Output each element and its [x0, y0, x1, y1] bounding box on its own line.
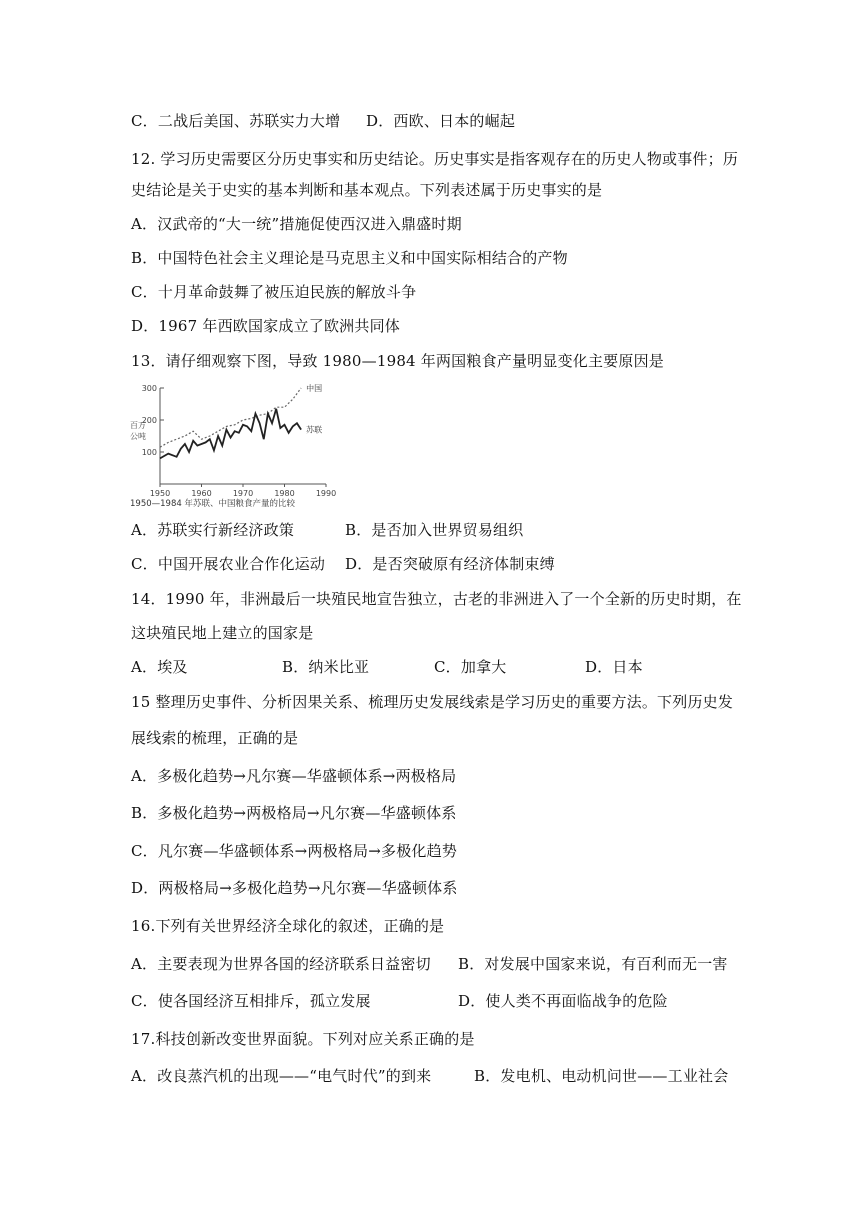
x-tick-label: 1980: [274, 489, 295, 498]
q17-option-b: B．发电机、电动机问世——工业社会: [474, 1067, 729, 1085]
q16-option-b: B．对发展中国家来说，有百利而无一害: [458, 955, 728, 973]
chart-caption: 1950—1984 年苏联、中国粮食产量的比较: [130, 499, 295, 509]
q12-option-a: A．汉武帝的“大一统”措施促使西汉进入鼎盛时期: [131, 215, 462, 233]
q17-option-a: A．改良蒸汽机的出现——“电气时代”的到来: [131, 1067, 432, 1085]
q14-stem-line1: 14．1990 年，非洲最后一块殖民地宣告独立，古老的非洲进入了一个全新的历史时期，在: [131, 590, 742, 608]
q12-option-b: B．中国特色社会主义理论是马克思主义和中国实际相结合的产物: [131, 249, 568, 267]
grain-output-chart: [128, 380, 362, 510]
q12-stem-line2: 史结论是关于史实的基本判断和基本观点。下列表述属于历史事实的是: [131, 181, 603, 199]
q16-option-a: A．主要表现为世界各国的经济联系日益密切: [131, 955, 431, 973]
q12-option-d: D．1967 年西欧国家成立了欧洲共同体: [131, 317, 400, 335]
y-tick-label: 100: [141, 448, 157, 457]
q14-option-c: C．加拿大: [434, 658, 507, 676]
q14-stem-line2: 这块殖民地上建立的国家是: [131, 624, 314, 642]
q15-option-b: B．多极化趋势→两极格局→凡尔赛—华盛顿体系: [131, 804, 457, 822]
q14-option-d: D．日本: [585, 658, 643, 676]
q13-option-a: A．苏联实行新经济政策: [131, 521, 295, 539]
x-tick-label: 1970: [232, 489, 254, 498]
q15-option-a: A．多极化趋势→凡尔赛—华盛顿体系→两极格局: [131, 767, 457, 785]
q16-option-c: C．使各国经济互相排斥，孤立发展: [131, 992, 371, 1010]
chart-plot-area: [130, 383, 336, 509]
y-tick-label: 300: [141, 384, 157, 393]
x-tick-label: 1960: [191, 489, 212, 498]
q16-option-d: D．使人类不再面临战争的危险: [458, 992, 668, 1010]
q16-stem: 16.下列有关世界经济全球化的叙述，正确的是: [131, 917, 445, 935]
q14-option-a: A．埃及: [131, 658, 188, 676]
x-tick-label: 1990: [315, 489, 337, 498]
q13-stem: 13．请仔细观察下图，导致 1980—1984 年两国粮食产量明显变化主要原因是: [131, 352, 664, 370]
q14-option-b: B．纳米比亚: [282, 658, 370, 676]
y-axis-label: 公吨: [130, 432, 146, 441]
series-label: 中国: [306, 384, 323, 393]
q15-stem-line1: 15 整理历史事件、分析因果关系、梳理历史发展线索是学习历史的重要方法。下列历史发: [131, 693, 734, 711]
q12-stem-line1: 12. 学习历史需要区分历史事实和历史结论。历史事实是指客观存在的历史人物或事件；历: [131, 150, 739, 168]
q15-option-d: D．两极格局→多极化趋势→凡尔赛—华盛顿体系: [131, 879, 458, 897]
q15-stem-line2: 展线索的梳理，正确的是: [131, 729, 299, 747]
q11-option-d: D．西欧、日本的崛起: [366, 112, 516, 130]
x-tick-label: 1950: [149, 489, 171, 498]
series-line-ussr: [160, 409, 301, 459]
y-axis-label: 百万: [130, 421, 146, 430]
q13-option-c: C．中国开展农业合作化运动: [131, 555, 326, 573]
q11-option-c: C．二战后美国、苏联实力大增: [131, 112, 341, 130]
q12-option-c: C．十月革命鼓舞了被压迫民族的解放斗争: [131, 283, 417, 301]
q15-option-c: C．凡尔赛—华盛顿体系→两极格局→多极化趋势: [131, 842, 458, 860]
series-label: 苏联: [306, 425, 323, 435]
q13-option-d: D．是否突破原有经济体制束缚: [345, 555, 555, 573]
q17-stem: 17.科技创新改变世界面貌。下列对应关系正确的是: [131, 1030, 475, 1048]
y-tick-label: 200: [141, 416, 157, 425]
q13-option-b: B．是否加入世界贸易组织: [345, 521, 524, 539]
